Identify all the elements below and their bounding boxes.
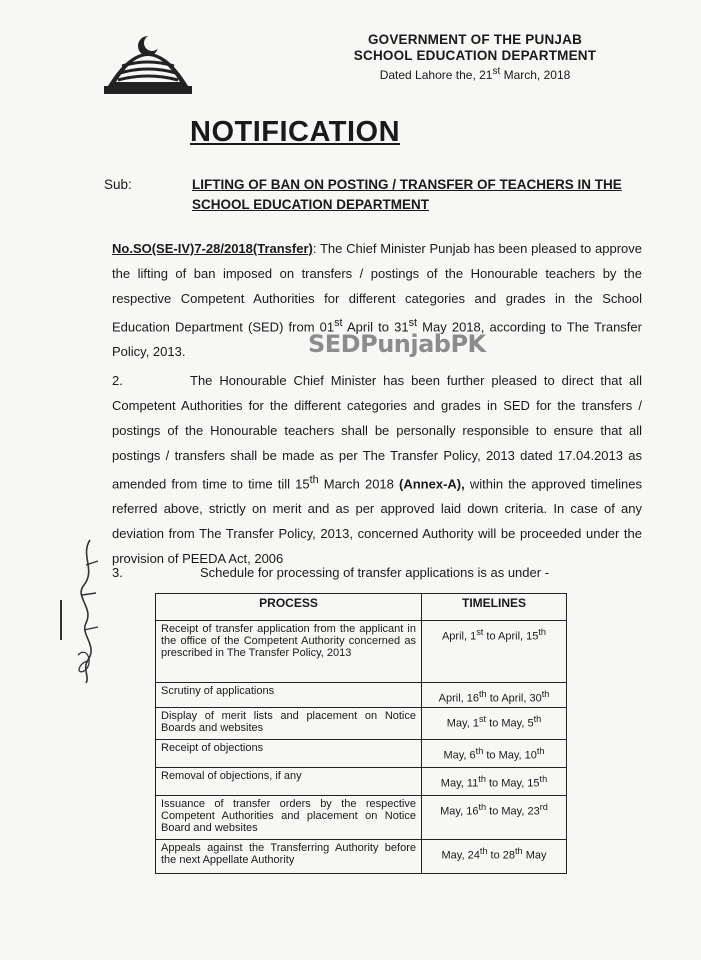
process-cell: Scrutiny of applications <box>156 683 422 708</box>
process-cell: Removal of objections, if any <box>156 767 422 795</box>
timeline-cell: April, 16th to April, 30th <box>422 683 567 708</box>
watermark: SEDPunjabPK <box>308 330 486 358</box>
page-title: NOTIFICATION <box>190 116 401 148</box>
table-row <box>156 621 567 683</box>
table-row <box>156 707 567 739</box>
subject-text: LIFTING OF BAN ON POSTING / TRANSFER OF TEACHERS IN THE SCHOOL EDUCATION DEPARTMENT <box>192 177 622 212</box>
table-row <box>156 767 567 795</box>
paragraph-number: 3. <box>112 565 123 580</box>
department-name: SCHOOL EDUCATION DEPARTMENT <box>353 48 597 63</box>
process-cell: Appeals against the Transferring Authority before the next Appellate Authority <box>156 839 422 873</box>
timeline-cell: May, 16th to May, 23rd <box>422 795 567 839</box>
paragraph-2: 2. The Honourable Chief Minister has been further pleased to direct that all Competent Authorities for the different categories and grades in SED for the transfers / postings of the Honourable teachers shall be personally responsible to ensure that all postings / transfers shall be made as per The Transfer Policy, 2013 dated 17.04.2013 as amended from time to time till 15th March 2018 (Annex-A), within the approved timelines referred above, strictly on merit and as per approved laid down criteria. In case of any deviation from The Transfer Policy, 2013, concerned Authority will be proceeded under the provision of PEEDA Act, 2006 <box>112 368 642 571</box>
table-row <box>156 839 567 873</box>
government-name: GOVERNMENT OF THE PUNJAB <box>367 32 583 47</box>
schedule-table <box>155 593 567 874</box>
timeline-cell: May, 24th to 28th May <box>422 839 567 873</box>
paragraph-number: 2. <box>112 373 123 388</box>
department-header <box>340 32 610 82</box>
punjab-government-logo <box>100 16 196 98</box>
process-cell: Display of merit lists and placement on Notice Boards and websites <box>156 707 422 739</box>
column-header-timelines: TIMELINES <box>422 594 567 621</box>
table-row <box>156 683 567 708</box>
column-header-process: PROCESS <box>156 594 422 621</box>
timeline-cell: May, 6th to May, 10th <box>422 739 567 767</box>
reference-number: No.SO(SE-IV)7-28/2018(Transfer) <box>112 241 313 256</box>
paragraph-1: No.SO(SE-IV)7-28/2018(Transfer): The Chief Minister Punjab has been pleased to approve the lifting of ban imposed on transfers / postings of the Honourable teachers by the respective Competent Authorities for different categories and grades in the School Education Department (SED) from 01st April to 31st May 2018, according to The Transfer Policy, 2013. <box>112 241 642 360</box>
table-row <box>156 795 567 839</box>
subject-label: Sub: <box>104 177 132 192</box>
margin-mark <box>60 600 62 640</box>
timeline-cell: May, 1st to May, 5th <box>422 707 567 739</box>
handwritten-signature <box>60 535 110 685</box>
process-cell: Receipt of transfer application from the applicant in the office of the Competent Authority concerned as prescribed in The Transfer Policy, 2013 <box>156 621 422 683</box>
table-row <box>156 739 567 767</box>
timeline-cell: May, 11th to May, 15th <box>422 767 567 795</box>
dated-line: Dated Lahore the, 21st March, 2018 <box>379 66 571 82</box>
table-header-row <box>156 594 567 621</box>
paragraph-3: 3. Schedule for processing of transfer applications is as under - <box>112 565 550 580</box>
process-cell: Receipt of objections <box>156 739 422 767</box>
process-cell: Issuance of transfer orders by the respective Competent Authorities and placement on Notice Board and websites <box>156 795 422 839</box>
timeline-cell: April, 1st to April, 15th <box>422 621 567 683</box>
